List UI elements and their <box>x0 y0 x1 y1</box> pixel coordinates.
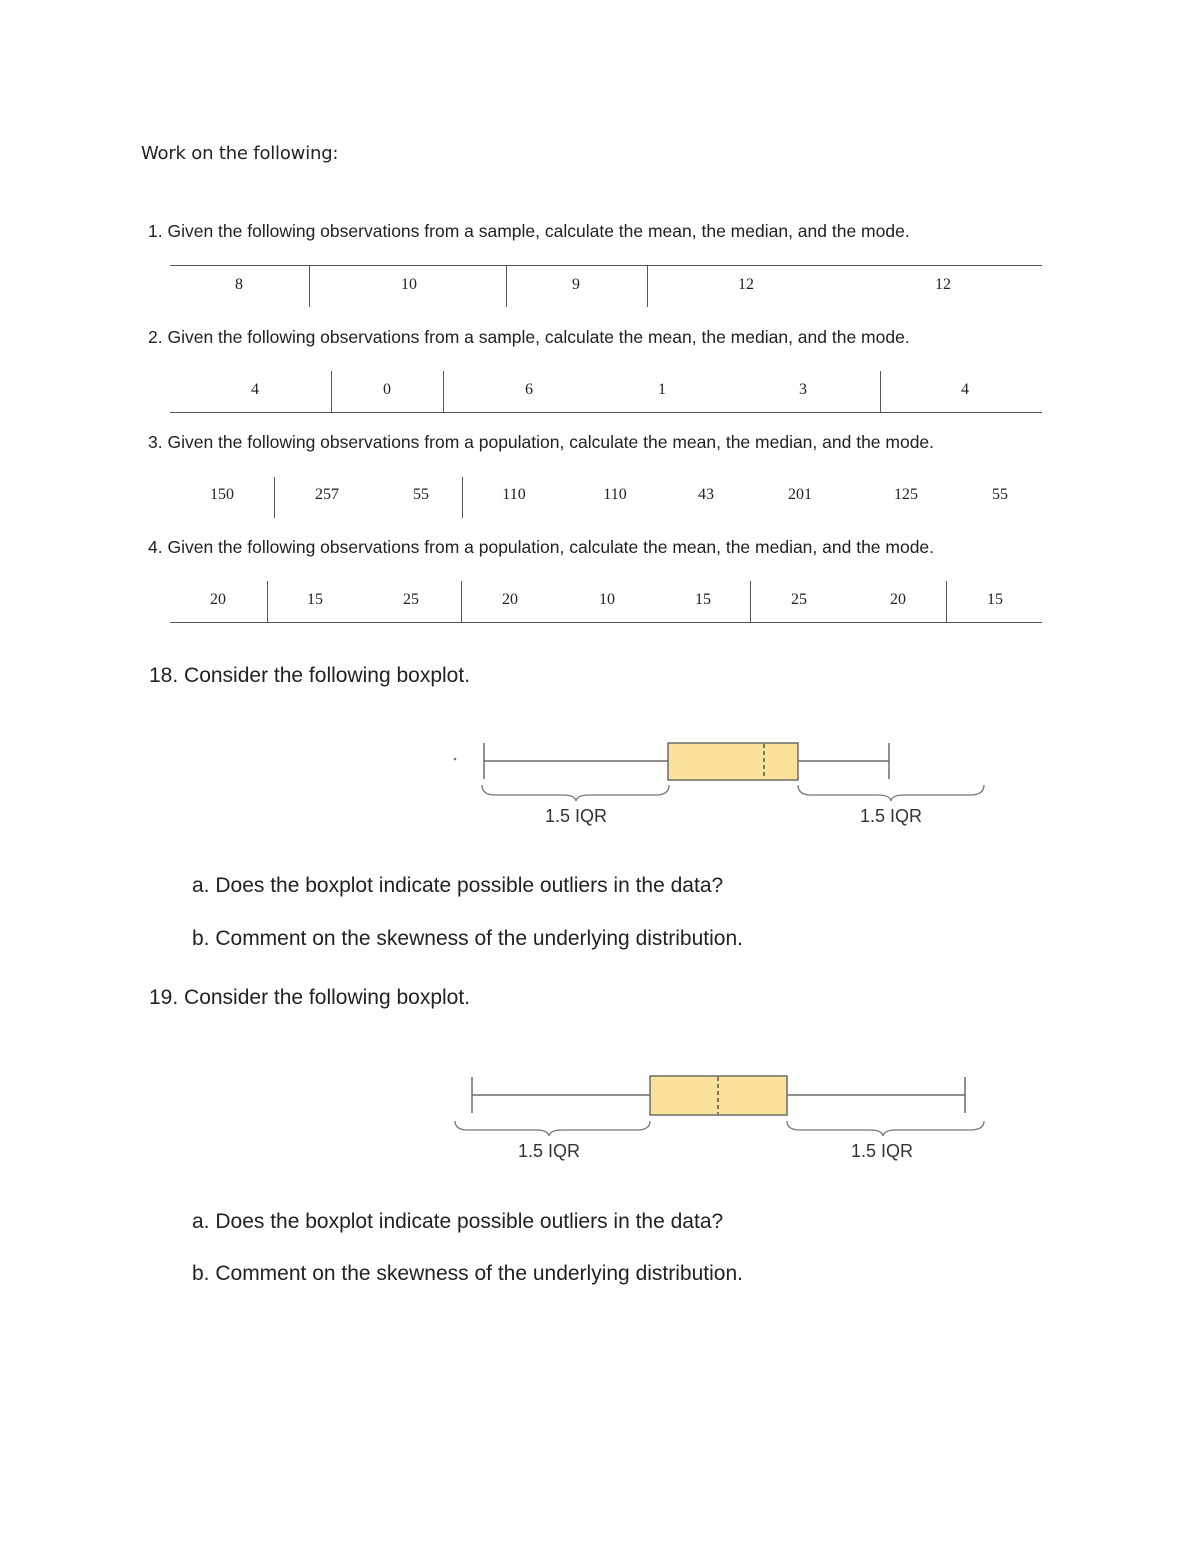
question-19-part-b: b. Comment on the skewness of the underlying distribution. <box>192 1262 743 1285</box>
left-iqr-brace <box>455 1121 650 1136</box>
table-cell: 20 <box>890 591 906 608</box>
table-cell: 4 <box>251 381 259 398</box>
question-3-text: 3. Given the following observations from a population, calculate the mean, the median, and the mode. <box>148 432 935 452</box>
question-19-title: 19. Consider the following boxplot. <box>149 986 471 1009</box>
table-cell: 0 <box>383 381 391 398</box>
table-cell: 4 <box>961 381 969 398</box>
table-cell: 12 <box>738 276 754 293</box>
table-cell: 8 <box>235 276 243 293</box>
table-cell: 3 <box>799 381 807 398</box>
table-cell: 125 <box>894 486 918 503</box>
table-cell: 20 <box>502 591 518 608</box>
question-4-text: 4. Given the following observations from a population, calculate the mean, the median, and the mode. <box>148 537 935 557</box>
table-cell: 25 <box>403 591 419 608</box>
table-cell: 9 <box>572 276 580 293</box>
page-heading: Work on the following: <box>141 143 339 164</box>
question-18-part-a: a. Does the boxplot indicate possible outliers in the data? <box>192 874 724 897</box>
table-cell: 20 <box>210 591 226 608</box>
table-cell: 6 <box>525 381 533 398</box>
iqr-label-left: 1.5 IQR <box>517 1141 581 1161</box>
table-cell: 15 <box>695 591 711 608</box>
question-18-title: 18. Consider the following boxplot. <box>149 664 471 687</box>
table-cell: 25 <box>791 591 807 608</box>
table-cell: 201 <box>788 486 812 503</box>
table-cell: 10 <box>401 276 417 293</box>
table-cell: 15 <box>307 591 323 608</box>
table-cell: 110 <box>603 486 627 503</box>
iqr-label-right: 1.5 IQR <box>850 1141 914 1161</box>
table-cell: 43 <box>698 486 714 503</box>
iqr-label-left: 1.5 IQR <box>544 806 608 826</box>
table-cell: 150 <box>210 486 234 503</box>
table-cell: 1 <box>658 381 666 398</box>
table-cell: 15 <box>987 591 1003 608</box>
right-iqr-brace <box>787 1121 984 1136</box>
table-cell: 55 <box>413 486 429 503</box>
iqr-label-right: 1.5 IQR <box>859 806 923 826</box>
question-19-part-a: a. Does the boxplot indicate possible outliers in the data? <box>192 1210 724 1233</box>
table-cell: 55 <box>992 486 1008 503</box>
table-cell: 257 <box>315 486 339 503</box>
table-cell: 110 <box>502 486 526 503</box>
table-cell: 10 <box>599 591 615 608</box>
box <box>650 1076 787 1115</box>
table-cell: 12 <box>935 276 951 293</box>
question-1-text: 1. Given the following observations from a sample, calculate the mean, the median, and the mode. <box>148 221 910 241</box>
question-18-part-b: b. Comment on the skewness of the underlying distribution. <box>192 927 743 950</box>
question-2-text: 2. Given the following observations from a sample, calculate the mean, the median, and the mode. <box>148 327 910 347</box>
